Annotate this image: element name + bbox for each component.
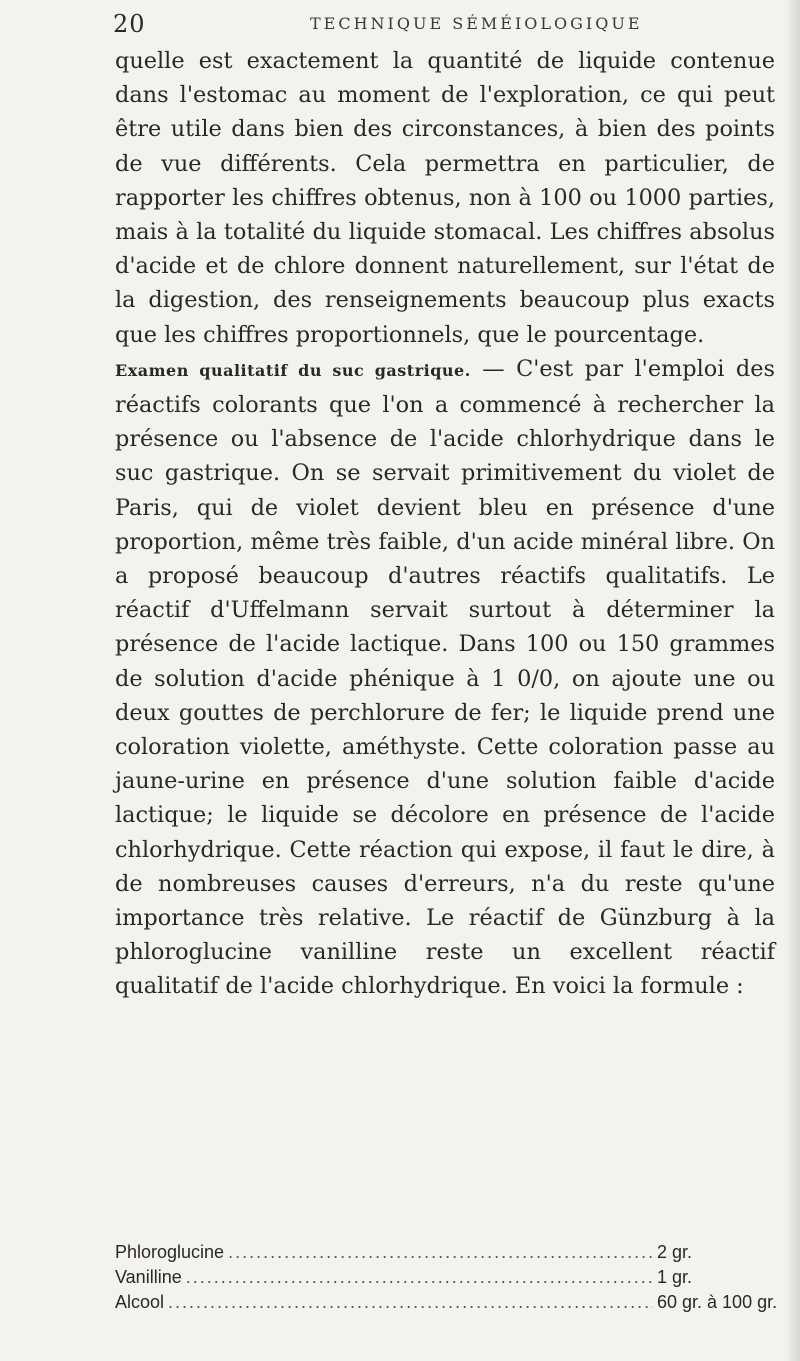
ingredient-quantity: 2 gr. bbox=[657, 1242, 693, 1262]
leader-dots bbox=[228, 1240, 653, 1265]
paragraph-qualitative-exam bbox=[115, 352, 775, 1004]
ingredient-quantity: 60 gr. à 100 gr. bbox=[657, 1292, 778, 1312]
page-header bbox=[115, 4, 775, 44]
scan-edge-shadow bbox=[786, 0, 800, 1361]
ingredient-name: Phloroglucine bbox=[115, 1242, 225, 1262]
section-title: Examen qualitatif du suc gastrique. bbox=[115, 360, 471, 380]
formula-row bbox=[115, 1265, 775, 1290]
formula-table bbox=[115, 1240, 778, 1315]
section-body: — C'est par l'emploi des réactifs colorants que l'on a commencé à rechercher la présence ou l'absence de l'acide chlorhydrique dans le suc gastrique. On se servait primitivement du violet de Paris, qui de violet devient bleu en présence d'une proportion, même très faible, d'un acide minéral libre. On a proposé beaucoup d'autres réactifs qualitatifs. Le réactif d'Uffelmann servait surtout à déterminer la présence de l'acide lactique. Dans 100 ou 150 grammes de solution d'acide phénique à 1 0/0, on ajoute une ou deux gouttes de perchlorure de fer; le liquide prend une coloration violette, améthyste. Cette coloration passe au jaune-urine en présence d'une solution faible d'acide lactique; le liquide se décolore en présence de l'acide chlorhydrique. Cette réaction qui expose, il faut le dire, à de nombreuses causes d'erreurs, n'a du reste qu'une importance très relative. Le réactif de Günzburg à la phloroglucine vanilline reste un excellent réactif qualitatif de l'acide chlorhydrique. En voici la formule : bbox=[115, 355, 776, 1000]
paragraph-quantity: quelle est exactement la quantité de liquide contenue dans l'estomac au moment de l'exploration, ce qui peut être utile dans bien des circonstances, à bien des points de vue différents. Cela permettra en particulier, de rapporter les chiffres obtenus, non à 100 ou 1000 parties, mais à la totalité du liquide stomacal. Les chiffres absolus d'acide et de chlore donnent naturellement, sur l'état de la digestion, des renseignements beaucoup plus exacts que les chiffres proportionnels, que le pourcentage. bbox=[115, 48, 775, 348]
leader-dots bbox=[168, 1290, 653, 1315]
leader-dots bbox=[186, 1265, 653, 1290]
formula-row bbox=[115, 1240, 775, 1265]
body-text bbox=[115, 44, 775, 1004]
ingredient-name: Alcool bbox=[115, 1292, 165, 1312]
ingredient-quantity: 1 gr. bbox=[657, 1267, 693, 1287]
ingredient-name: Vanilline bbox=[115, 1267, 182, 1287]
running-title: TECHNIQUE SÉMÉIOLOGIQUE bbox=[310, 14, 643, 33]
page-number: 20 bbox=[113, 10, 146, 38]
formula-row bbox=[115, 1290, 778, 1315]
